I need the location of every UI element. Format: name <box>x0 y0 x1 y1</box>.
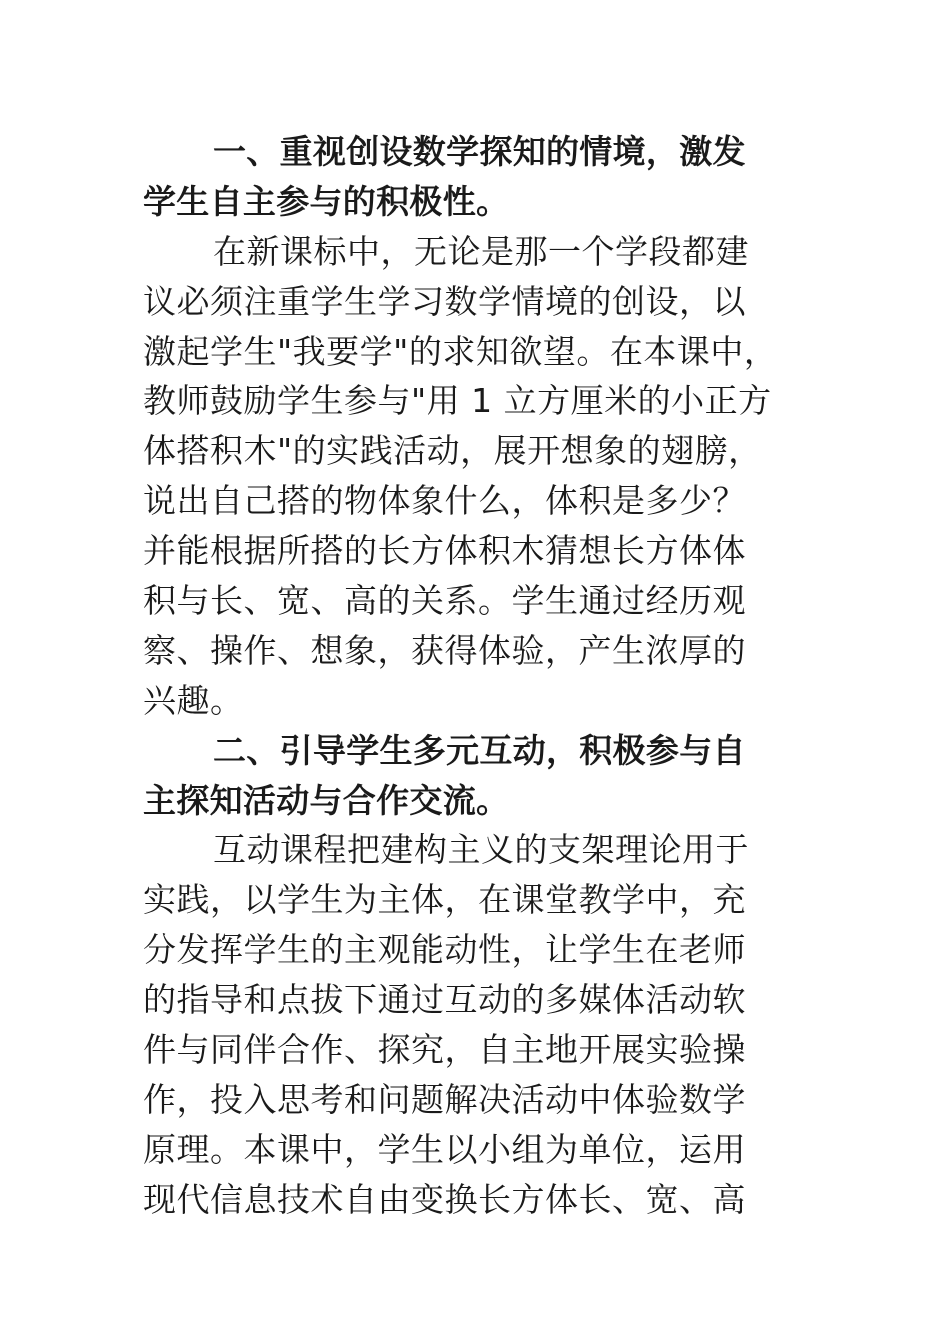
section-2-paragraph-line-2: 实践，以学生为主体，在课堂教学中，充 <box>143 880 746 920</box>
section-1-paragraph-line-4: 教师鼓励学生参与"用 1 立方厘米的小正方 <box>143 381 772 421</box>
section-2-paragraph-line-6: 作，投入思考和问题解决活动中体验数学 <box>143 1079 746 1119</box>
section-2-heading-line-2: 主探知活动与合作交流。 <box>143 780 510 820</box>
section-2-paragraph-line-5: 件与同伴合作、探究，自主地开展实验操 <box>143 1030 746 1070</box>
section-1-paragraph-line-5: 体搭积木"的实践活动，展开想象的翅膀， <box>143 431 762 471</box>
section-2-heading-line-1: 二、引导学生多元互动，积极参与自 <box>213 730 746 770</box>
section-1-paragraph-line-6: 说出自己搭的物体象什么，体积是多少？ <box>143 481 746 521</box>
document-body <box>143 127 779 1225</box>
section-1-paragraph-line-1: 在新课标中，无论是那一个学段都建 <box>213 231 749 271</box>
section-2-paragraph-line-7: 原理。本课中，学生以小组为单位，运用 <box>143 1129 746 1169</box>
section-1-paragraph-line-7: 并能根据所搭的长方体积木猜想长方体体 <box>143 531 746 571</box>
section-1-heading-line-1: 一、重视创设数学探知的情境，激发 <box>213 132 746 171</box>
section-1-paragraph-line-9: 察、操作、想象，获得体验，产生浓厚的 <box>143 630 746 670</box>
section-2-paragraph-line-1: 互动课程把建构主义的支架理论用于 <box>213 830 749 870</box>
section-2-paragraph-line-4: 的指导和点拔下通过互动的多媒体活动软 <box>143 980 746 1020</box>
section-1-heading-line-2: 学生自主参与的积极性。 <box>143 181 510 221</box>
section-2-paragraph-line-3: 分发挥学生的主观能动性，让学生在老师 <box>143 930 746 970</box>
section-1-paragraph-line-2: 议必须注重学生学习数学情境的创设，以 <box>143 281 746 321</box>
section-2-paragraph-line-8: 现代信息技术自由变换长方体长、宽、高 <box>143 1179 746 1219</box>
section-1-paragraph-line-8: 积与长、宽、高的关系。学生通过经历观 <box>143 581 746 621</box>
section-2 <box>143 726 779 1225</box>
section-1-paragraph-line-3: 激起学生"我要学"的求知欲望。在本课中， <box>143 331 778 371</box>
section-1-paragraph-line-10: 兴趣。 <box>143 680 244 720</box>
section-1 <box>143 127 779 726</box>
